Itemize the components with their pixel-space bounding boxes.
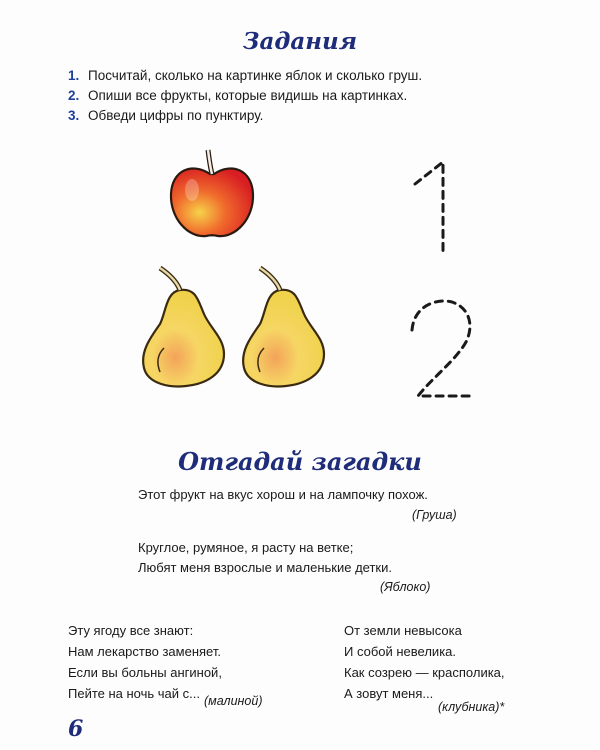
riddle-line: Нам лекарство заменяет. xyxy=(68,644,221,659)
riddle-line: Эту ягоду все знают: xyxy=(68,623,194,638)
riddle-answer: (Груша) xyxy=(412,508,457,522)
riddle-answer: (малиной) xyxy=(204,694,263,708)
riddle-line: А зовут меня... xyxy=(344,686,434,701)
riddle-line: И собой невелика. xyxy=(344,644,457,659)
task-item xyxy=(68,68,422,83)
pear-icon xyxy=(136,262,234,390)
tracing-digit-2 xyxy=(408,296,478,402)
riddle-answer: (Яблоко) xyxy=(380,580,431,594)
tasks-title: Задания xyxy=(242,28,358,55)
task-number: 1. xyxy=(68,68,80,83)
riddle-line: Этот фрукт на вкус хорош и на лампочку похож. xyxy=(138,487,428,502)
tracing-digit-1 xyxy=(405,158,465,258)
riddle-line: Любят меня взрослые и маленькие детки. xyxy=(138,560,392,575)
task-number: 3. xyxy=(68,108,80,123)
pear-icon xyxy=(236,262,334,390)
task-item xyxy=(68,88,407,103)
riddle-line: Круглое, румяное, я расту на ветке; xyxy=(138,540,354,555)
page-number: 6 xyxy=(68,716,84,742)
riddle-line: Пейте на ночь чай с... xyxy=(68,686,200,701)
task-text: Посчитай, сколько на картинке яблок и сколько груш. xyxy=(88,68,423,83)
riddle-line: От земли невысока xyxy=(344,623,462,638)
riddle-answer: (клубника)* xyxy=(438,700,505,714)
task-text: Обведи цифры по пунктиру. xyxy=(88,108,264,123)
task-text: Опиши все фрукты, которые видишь на картинках. xyxy=(88,88,408,103)
riddles-title: Отгадай загадки xyxy=(178,447,422,476)
task-item xyxy=(68,108,263,123)
riddle-line: Если вы больны ангиной, xyxy=(68,665,222,680)
apple-icon xyxy=(162,148,262,248)
task-number: 2. xyxy=(68,88,80,103)
riddle-line: Как созрею — красполика, xyxy=(344,665,505,680)
